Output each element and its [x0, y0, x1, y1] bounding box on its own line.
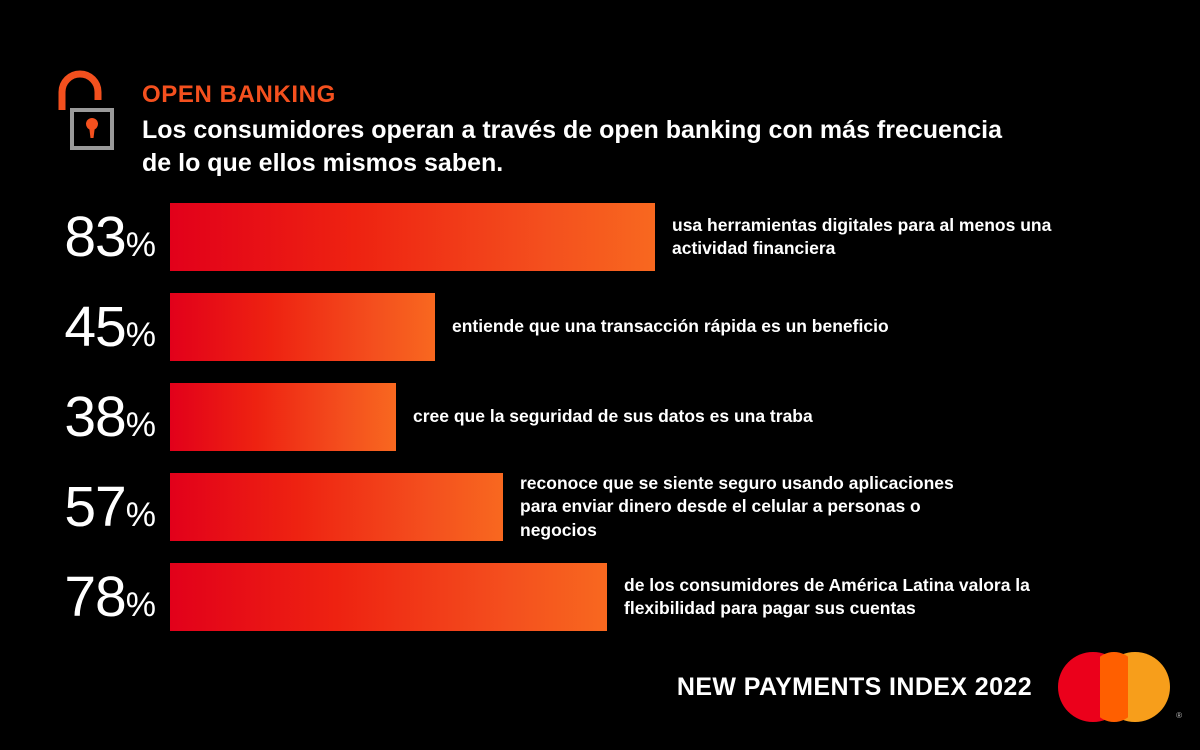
chart-row — [0, 282, 1200, 372]
bar-fill — [170, 383, 396, 451]
bar-value-number: 83 — [64, 204, 126, 269]
page-title: Los consumidores operan a través de open banking con más frecuencia de lo que ellos mismos saben. — [142, 116, 1002, 178]
mastercard-logo-icon — [1058, 652, 1182, 722]
logo-overlap — [1100, 652, 1128, 722]
open-padlock-icon — [48, 66, 120, 152]
bar-fill — [170, 473, 503, 541]
trademark-symbol: ® — [1176, 711, 1182, 720]
eyebrow-label: OPEN BANKING — [142, 81, 336, 108]
bar-label: de los consumidores de América Latina valora la flexibilidad para pagar sus cuentas — [624, 574, 1030, 618]
bar-area — [170, 462, 1200, 552]
bar-fill — [170, 203, 655, 271]
bar-value-number: 57 — [64, 474, 126, 539]
bar-chart — [0, 192, 1200, 642]
bar-value — [0, 384, 170, 449]
bar-area — [170, 552, 1200, 642]
percent-symbol: % — [125, 315, 156, 354]
bar-area — [170, 192, 1200, 282]
bar-fill — [170, 293, 435, 361]
bar-label: cree que la seguridad de sus datos es una traba — [413, 406, 813, 427]
chart-row — [0, 462, 1200, 552]
bar-value — [0, 204, 170, 269]
chart-row — [0, 372, 1200, 462]
bar-fill — [170, 563, 607, 631]
bar-value-number: 45 — [64, 294, 126, 359]
bar-label: usa herramientas digitales para al menos una actividad financiera — [672, 214, 1052, 258]
chart-row — [0, 192, 1200, 282]
bar-area — [170, 372, 1200, 462]
percent-symbol: % — [125, 495, 156, 534]
percent-symbol: % — [125, 405, 156, 444]
bar-label: reconoce que se siente seguro usando aplicaciones para enviar dinero desde el celular a personas o negocios — [520, 473, 954, 540]
bar-value — [0, 564, 170, 629]
bar-value — [0, 474, 170, 539]
header-text — [142, 66, 1022, 180]
bar-label: entiende que una transacción rápida es un beneficio — [452, 316, 889, 337]
report-title: NEW PAYMENTS INDEX 2022 — [676, 672, 1032, 701]
chart-row — [0, 552, 1200, 642]
bar-value — [0, 294, 170, 359]
header — [48, 66, 1148, 180]
bar-value-number: 78 — [64, 564, 126, 629]
bar-value-number: 38 — [64, 384, 126, 449]
bar-area — [170, 282, 1200, 372]
percent-symbol: % — [125, 225, 156, 264]
footer — [0, 652, 1200, 722]
percent-symbol: % — [125, 585, 156, 624]
